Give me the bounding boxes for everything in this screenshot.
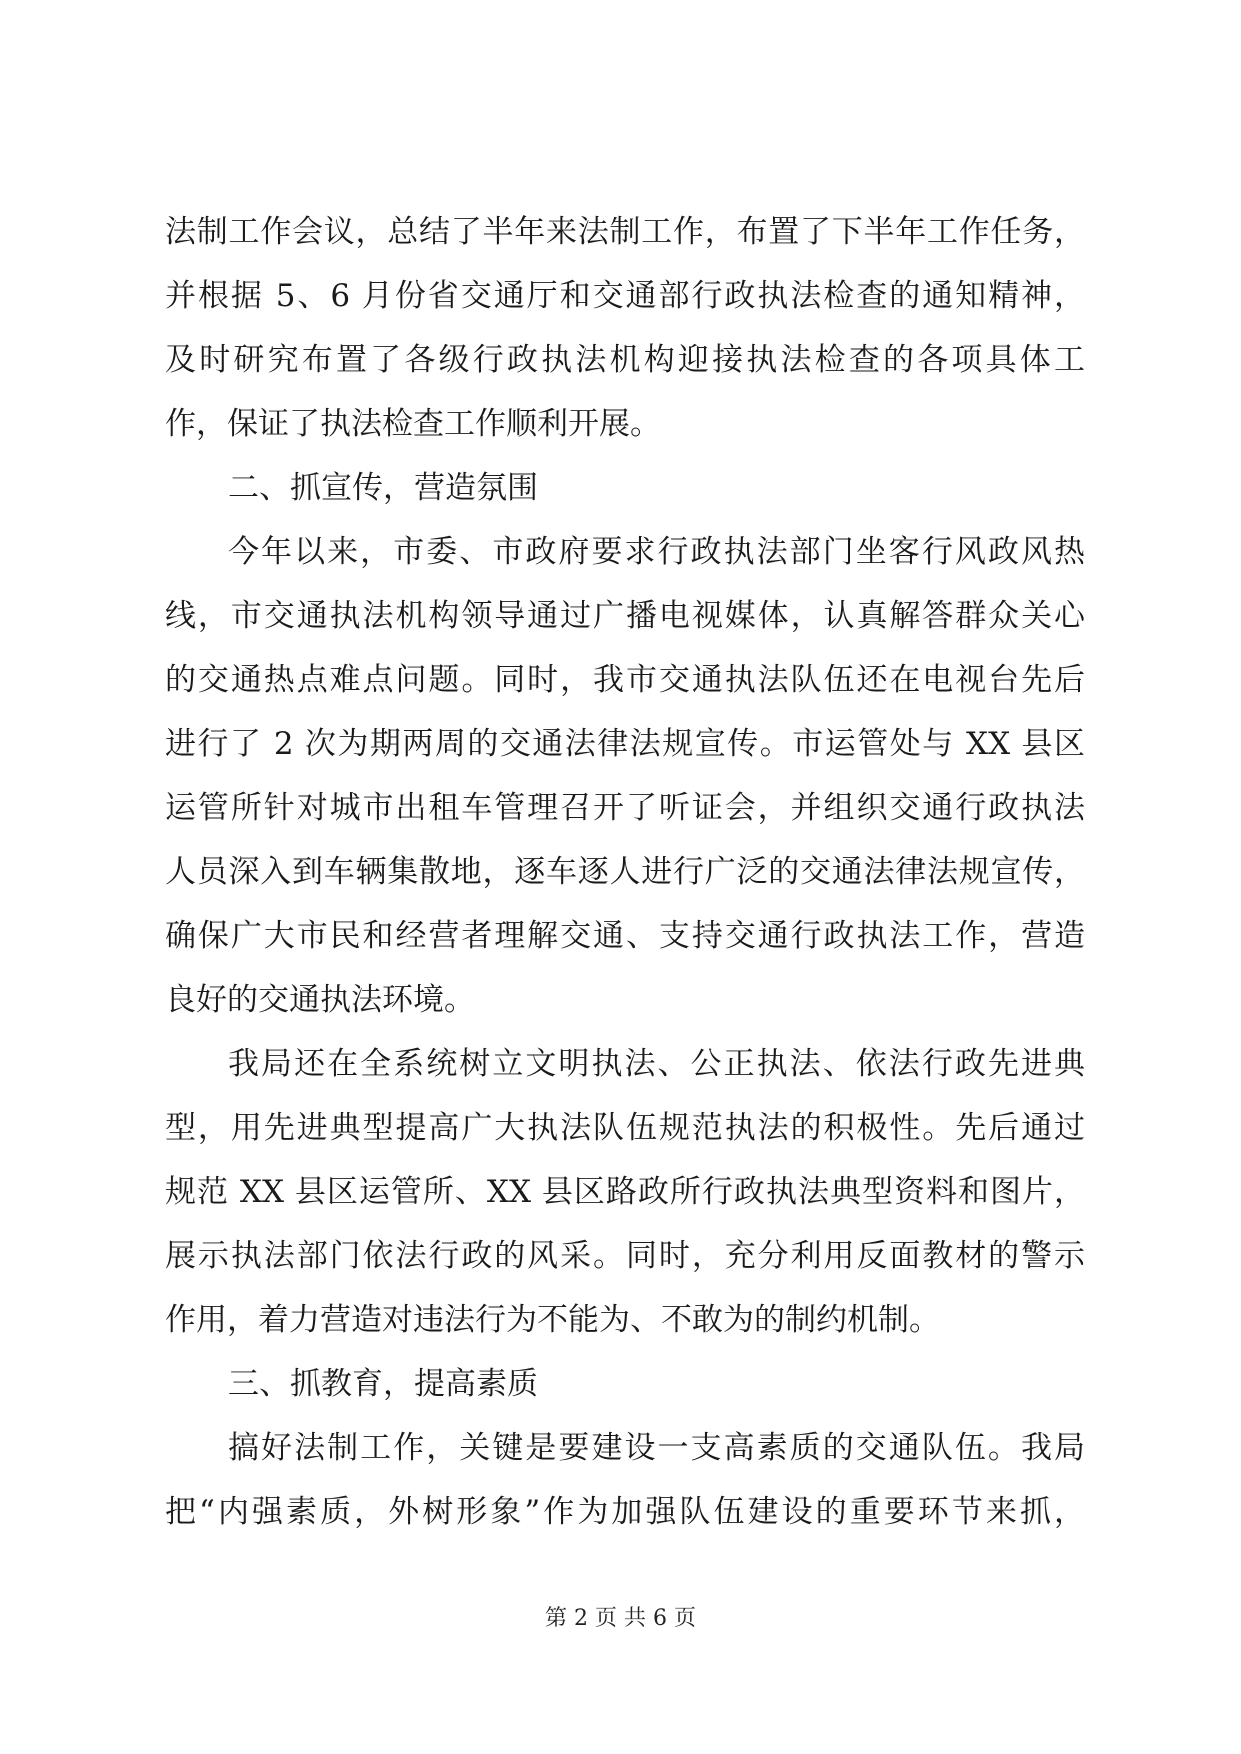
body-line: 运管所针对城市出租车管理召开了听证会，并组织交通行政执法 [165, 790, 1085, 826]
body-line: 及时研究布置了各级行政执法机构迎接执法检查的各项具体工 [165, 342, 1085, 378]
body-line: 型，用先进典型提高广大执法队伍规范执法的积极性。先后通过 [165, 1110, 1085, 1146]
body-line: 法制工作会议，总结了半年来法制工作，布置了下半年工作任务， [165, 214, 1085, 250]
section-heading: 二、抓宣传，营造氛围 [228, 470, 538, 506]
body-line: 并根据 5、6 月份省交通厅和交通部行政执法检查的通知精神， [165, 278, 1085, 314]
body-line: 人员深入到车辆集散地，逐车逐人进行广泛的交通法律法规宣传， [165, 854, 1085, 890]
body-line: 确保广大市民和经营者理解交通、支持交通行政执法工作，营造 [165, 918, 1085, 954]
document-body [165, 200, 1085, 1544]
body-line: 我局还在全系统树立文明执法、公正执法、依法行政先进典 [228, 1046, 1085, 1082]
page-number-footer: 第 2 页 共 6 页 [545, 1606, 696, 1631]
body-line: 展示执法部门依法行政的风采。同时，充分利用反面教材的警示 [165, 1238, 1085, 1274]
body-line: 今年以来，市委、市政府要求行政执法部门坐客行风政风热 [228, 534, 1085, 570]
body-line: 作，保证了执法检查工作顺利开展。 [165, 406, 661, 442]
body-line: 搞好法制工作，关键是要建设一支高素质的交通队伍。我局 [228, 1430, 1085, 1466]
body-line: 作用，着力营造对违法行为不能为、不敢为的制约机制。 [165, 1302, 940, 1338]
body-line: 把“内强素质，外树形象”作为加强队伍建设的重要环节来抓， [165, 1494, 1085, 1530]
body-line: 规范 XX 县区运管所、XX 县区路政所行政执法典型资料和图片， [165, 1174, 1085, 1210]
body-line: 的交通热点难点问题。同时，我市交通执法队伍还在电视台先后 [165, 662, 1085, 698]
section-heading: 三、抓教育，提高素质 [228, 1366, 538, 1402]
body-line: 良好的交通执法环境。 [165, 982, 475, 1018]
body-line: 线，市交通执法机构领导通过广播电视媒体，认真解答群众关心 [165, 598, 1085, 634]
body-line: 进行了 2 次为期两周的交通法律法规宣传。市运管处与 XX 县区 [165, 726, 1085, 762]
